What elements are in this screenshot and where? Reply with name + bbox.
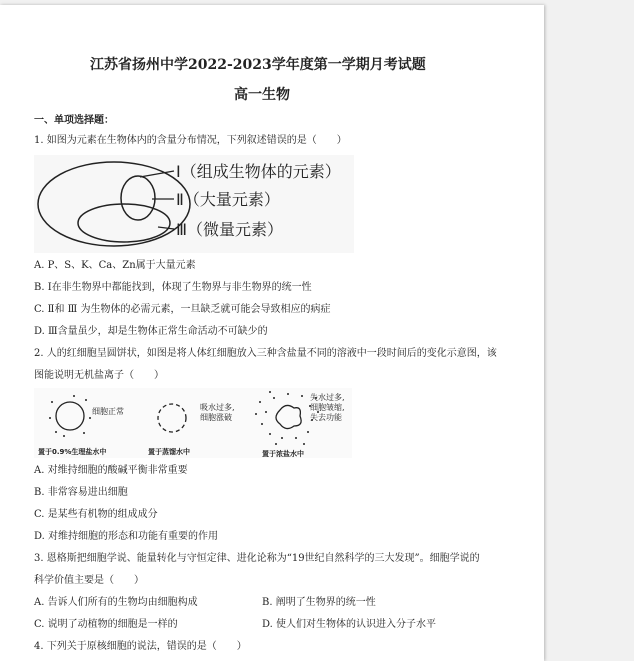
q1-option-d: D. Ⅲ含量虽少，却是生物体正常生命活动不可缺少的 [34,326,268,337]
cell1-note: 细胞正常 [92,407,124,416]
cell3-note-line3: 失去功能 [310,413,342,422]
q2-option-a: A. 对维持细胞的酸碱平衡非常重要 [34,465,188,476]
document-page [0,5,544,661]
venn-label-iii: Ⅲ（微量元素） [176,220,284,239]
q1-stem: 1. 如图为元素在生物体内的含量分布情况，下列叙述错误的是（ ） [34,135,347,146]
section-heading: 一、单项选择题： [34,115,114,126]
q1-venn-figure [34,155,354,253]
q3-stem-line1: 3. 恩格斯把细胞学说、能量转化与守恒定律、进化论称为“19世纪自然科学的三大发现”。细胞学说的 [34,553,480,564]
venn-label-i: Ⅰ（组成生物体的元素） [176,162,341,181]
q2-option-d: D. 对维持细胞的形态和功能有重要的作用 [34,531,219,542]
cell3-note-line1: 失水过多, [310,393,345,402]
q2-stem-line1: 2. 人的红细胞呈圆饼状，如图是将人体红细胞放入三种含盐量不同的溶液中一段时间后的变化示意图，该 [34,348,497,359]
cell3-caption: 置于浓盐水中 [262,450,304,458]
cell2-note-line1: 吸水过多, [200,403,235,412]
cell3-note-line2: 细胞皱缩, [310,403,345,412]
q3-stem-line2: 科学价值主要是（ ） [34,575,144,586]
q3-option-a: A. 告诉人们所有的生物均由细胞构成 [34,597,198,608]
q2-red-cell-figure [34,388,352,458]
q1-option-c: C. Ⅱ和 Ⅲ 为生物体的必需元素，一旦缺乏就可能会导致相应的病症 [34,304,331,315]
q4-stem: 4. 下列关于原核细胞的说法，错误的是（ ） [34,641,247,652]
q3-option-c: C. 说明了动植物的细胞是一样的 [34,619,178,630]
document-title: 江苏省扬州中学2022-2023学年度第一学期月考试题 [90,57,426,73]
q1-option-b: B. Ⅰ在非生物界中都能找到，体现了生物界与非生物界的统一性 [34,282,312,293]
cell2-note-line2: 细胞涨破 [200,413,232,422]
venn-label-ii: Ⅱ（大量元素） [176,190,280,209]
q2-stem-line2: 图能说明无机盐离子（ ） [34,370,164,381]
q3-option-b: B. 阐明了生物界的统一性 [262,597,376,608]
cell1-caption: 置于0.9%生理盐水中 [38,448,107,456]
q2-option-c: C. 是某些有机物的组成成分 [34,509,158,520]
q1-option-a: A. P、S、K、Ca、Zn属于大量元素 [34,260,196,271]
q3-option-d: D. 使人们对生物体的认识进入分子水平 [262,619,437,630]
cell2-caption: 置于蒸馏水中 [148,448,190,456]
document-subtitle: 高一生物 [234,87,290,103]
q2-option-b: B. 非常容易进出细胞 [34,487,128,498]
